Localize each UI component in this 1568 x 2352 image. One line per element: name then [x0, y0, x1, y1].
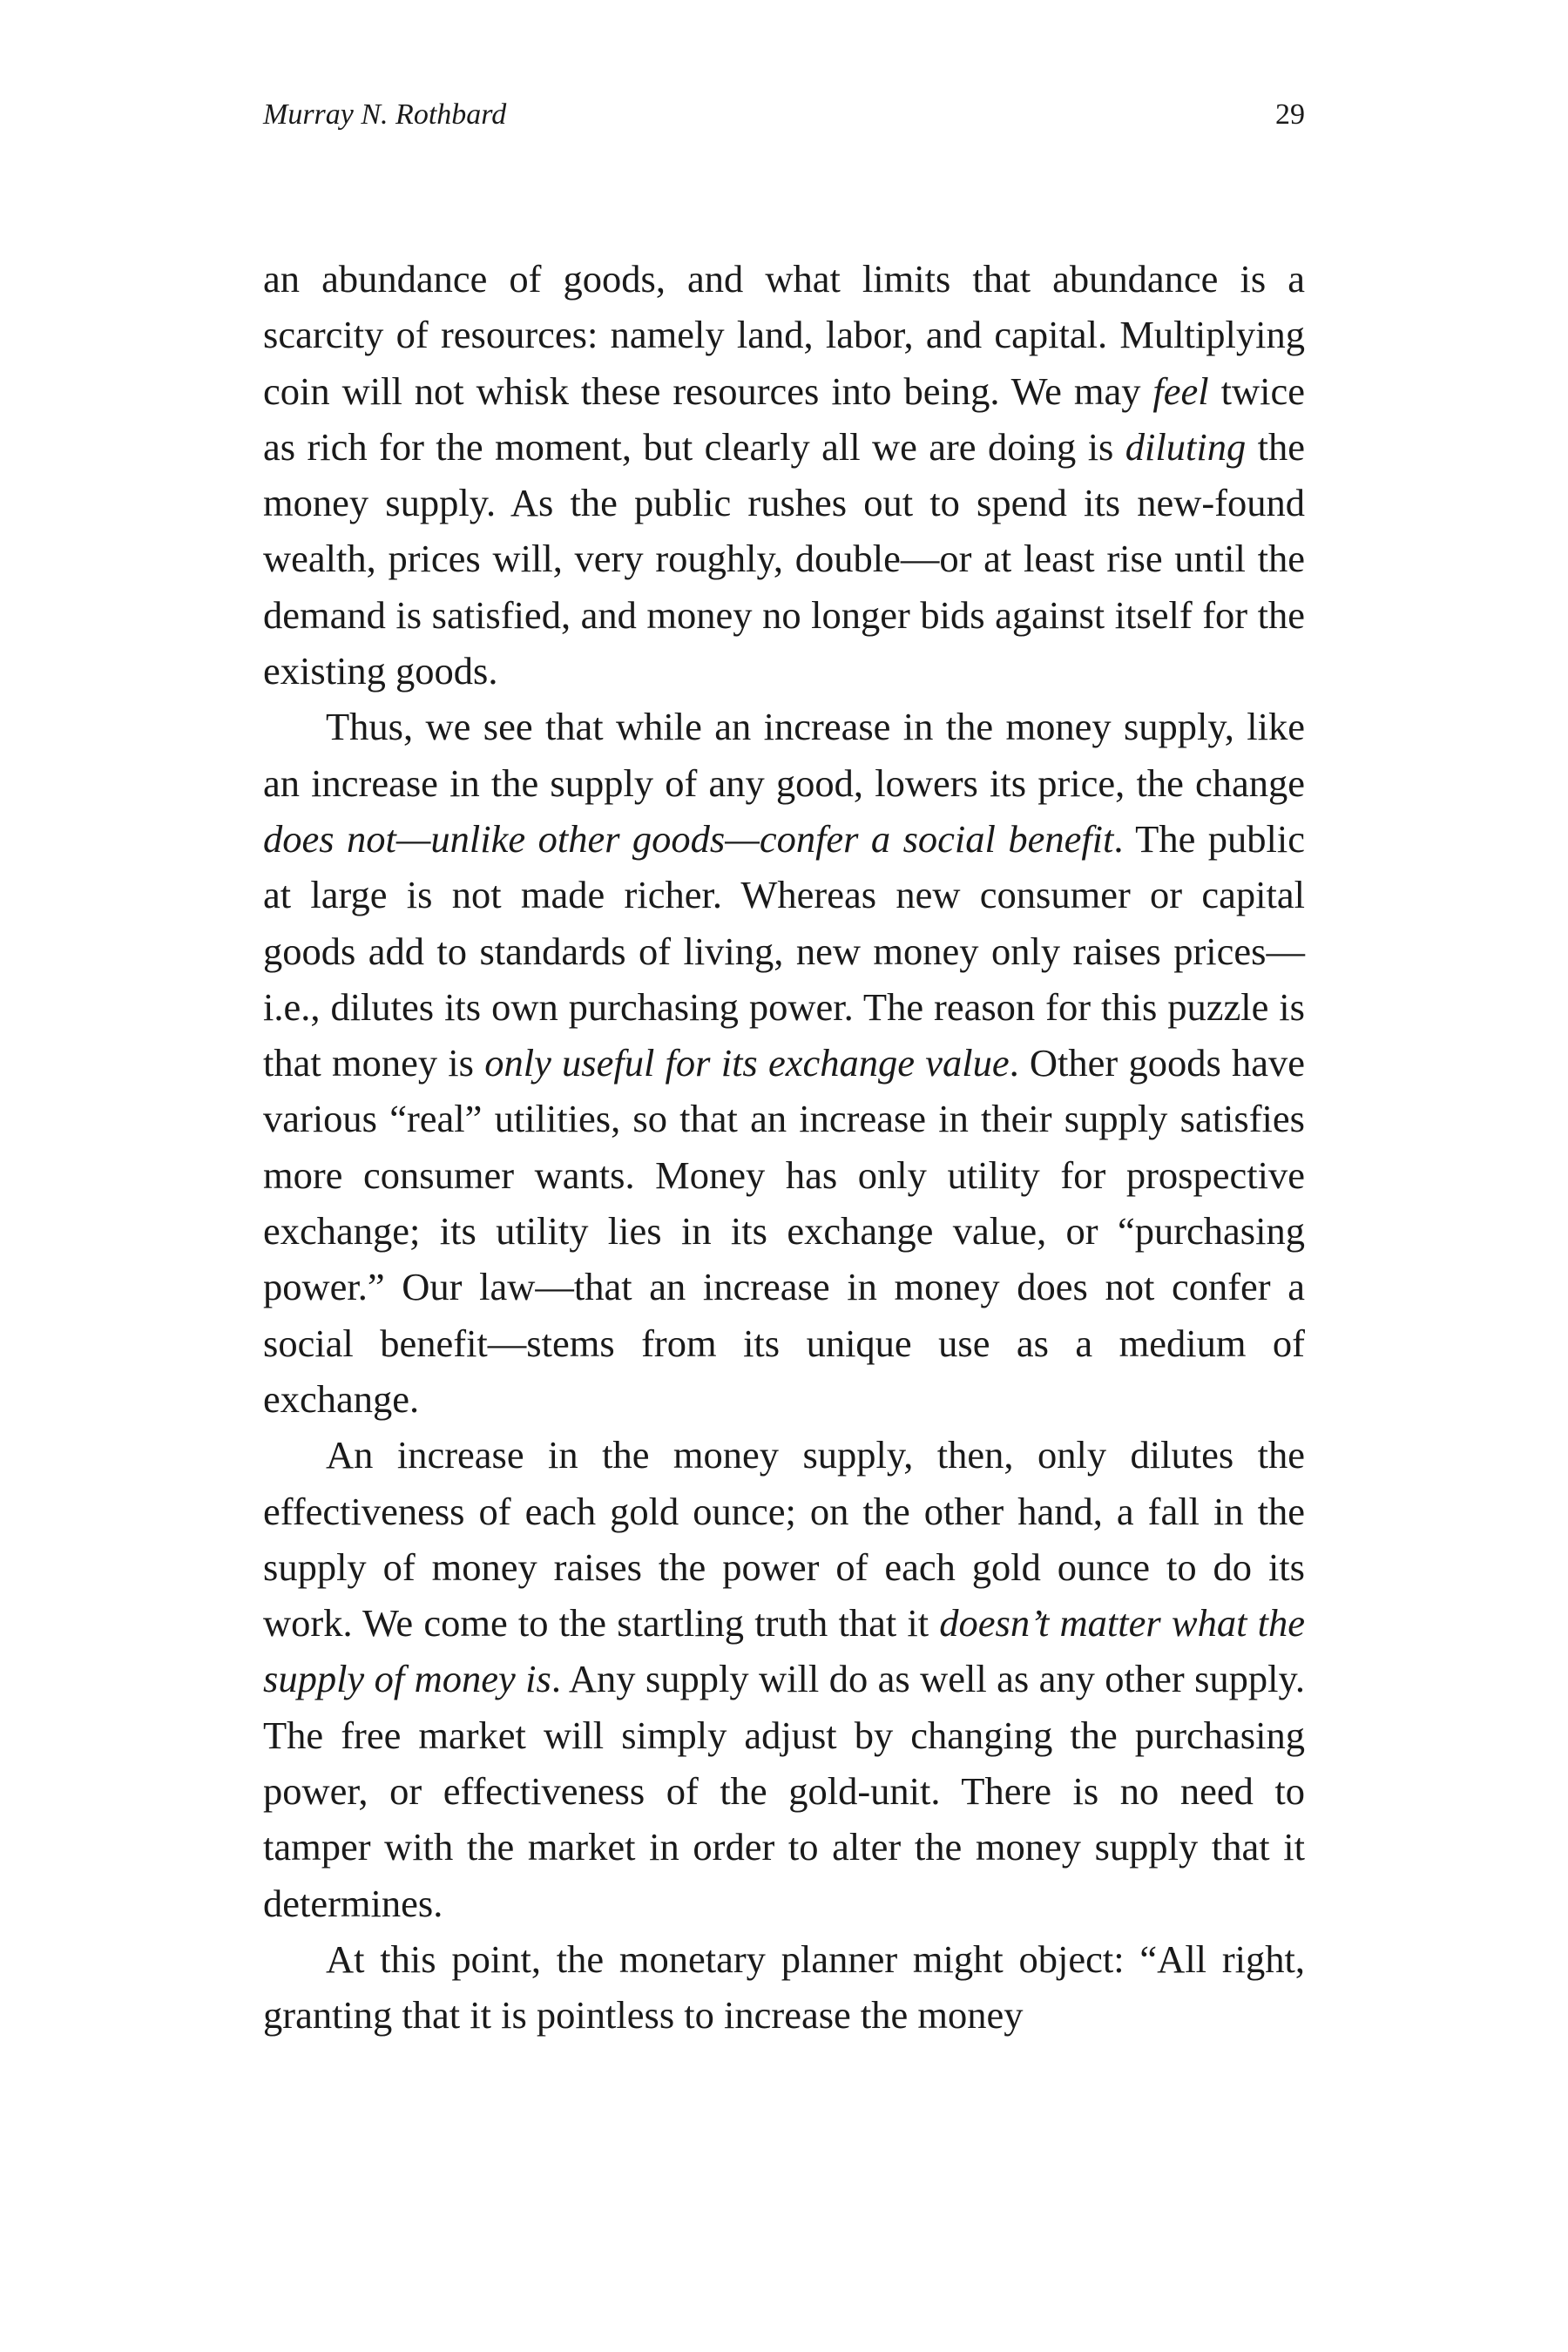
paragraph-3 — [263, 1427, 1305, 1931]
body-text — [263, 251, 1305, 2044]
paragraph-segment: . The public at large is not made richer. Whereas new consumer or capital goods add to standards of living, new money only raises prices—i.e., dilutes its own purchasing power. The reason for this puzzle is that money is — [263, 816, 1306, 1085]
paragraph-segment: . Other goods have various “real” utilities, so that an increase in their supply satisfies more consumer wants. Money has only utility for prospective exchange; its utility lies in its exchange value, or “purchasing power.” Our law—that an increase in money does not confer a social benefit—stems from its unique use as a medium of exchange. — [263, 1041, 1306, 1421]
page-number: 29 — [1275, 98, 1305, 131]
paragraph-segment: At this point, the monetary planner might object: “All right, granting that it is pointless to increase the money — [263, 1936, 1305, 2038]
running-head-author: Murray N. Rothbard — [263, 98, 507, 131]
italic-phrase-feel: feel — [1152, 368, 1209, 413]
paragraph-segment: twice as rich for the moment, but clearly all we are doing is — [263, 368, 1305, 469]
paragraph-segment: an abundance of goods, and what limits that abundance is a scarcity of resources: namely land, labor, and capital. Multiplying coin will not whisk these resources into being. We may — [263, 257, 1305, 413]
paragraph-1 — [263, 251, 1305, 699]
italic-phrase-supply-of-money: doesn’t matter what the supply of money is — [263, 1601, 1306, 1701]
italic-phrase-social-benefit: does not—unlike other goods—confer a social benefit — [263, 816, 1114, 861]
italic-phrase-diluting: diluting — [1125, 424, 1247, 469]
paragraph-segment: An increase in the money supply, then, only dilutes the effectiveness of each gold ounce; on the other hand, a fall in the supply of money raises the power of each gold ounce to do its work. We come to the startling truth that it — [263, 1433, 1305, 1646]
paragraph-segment: the money supply. As the public rushes out to spend its new-found wealth, prices will, very roughly, double—or at least rise until the demand is satisfied, and money no longer bids against itself for the existing goods. — [263, 424, 1305, 693]
paragraph-2 — [263, 699, 1305, 1427]
italic-phrase-exchange-value: only useful for its exchange value — [484, 1041, 1010, 1085]
paragraph-4 — [263, 1931, 1305, 2044]
paragraph-segment: . Any supply will do as well as any other supply. The free market will simply adjust by changing the purchasing power, or effectiveness of the gold-unit. There is no need to tamper with the market in order to alter the money supply that it determines. — [263, 1657, 1305, 1925]
running-head — [263, 94, 1305, 136]
paragraph-segment: Thus, we see that while an increase in the money supply, like an increase in the supply of any good, lowers its price, the change — [263, 705, 1305, 805]
